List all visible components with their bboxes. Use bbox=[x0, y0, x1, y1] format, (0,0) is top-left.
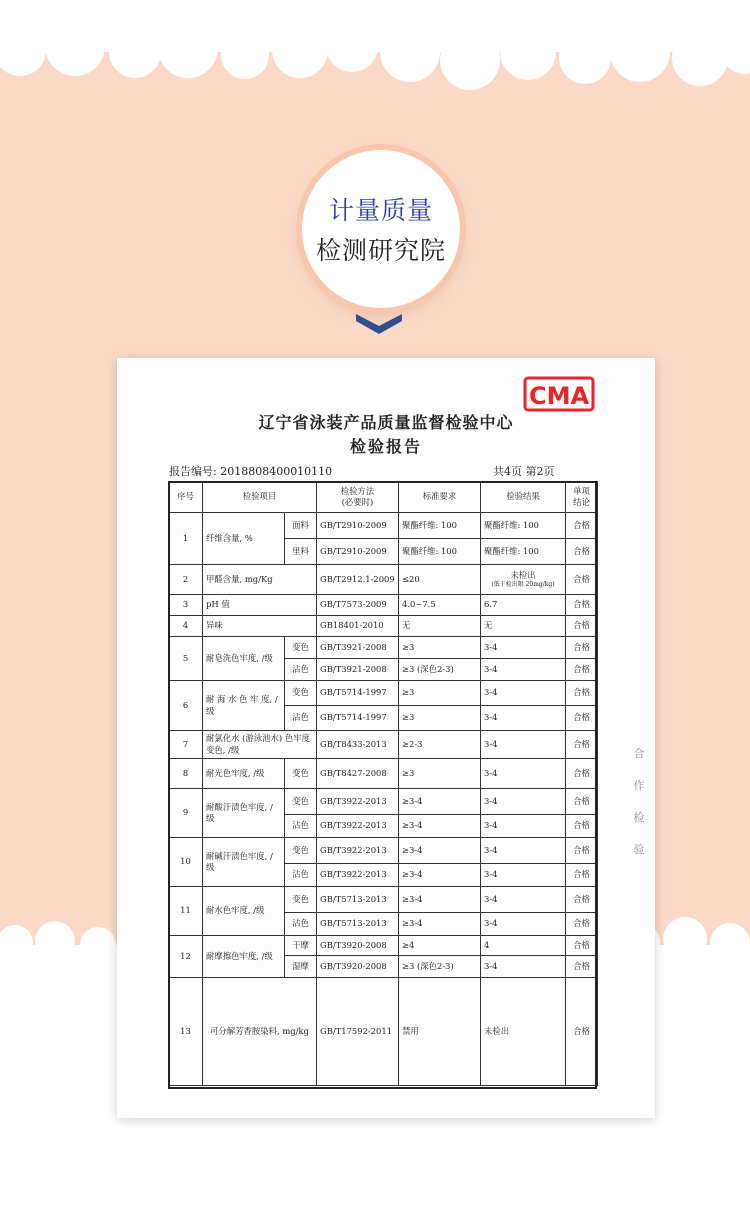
table-row bbox=[169, 616, 598, 637]
row-conclusion: 合格 bbox=[566, 637, 598, 659]
row-subitem: 变色 bbox=[285, 789, 317, 815]
row-standard: ≥3 bbox=[399, 637, 481, 659]
row-standard: ≥4 bbox=[399, 936, 481, 956]
row-method: GB/T3921-2008 bbox=[317, 659, 399, 681]
inspection-results-table bbox=[168, 481, 598, 1086]
table-row bbox=[169, 731, 598, 759]
table-header-row bbox=[169, 482, 598, 513]
row-result: 3-4 bbox=[481, 731, 566, 759]
row-method: GB/T3922-2013 bbox=[317, 838, 399, 864]
row-method: GB/T5714-1997 bbox=[317, 681, 399, 706]
row-result: 3-4 bbox=[481, 956, 566, 978]
cma-logo-text: CMA bbox=[528, 382, 590, 410]
row-method: GB/T2910-2009 bbox=[317, 513, 399, 539]
table-row bbox=[169, 513, 598, 539]
row-result: 3-4 bbox=[481, 864, 566, 887]
document-subtitle: 检验报告 bbox=[349, 437, 422, 456]
row-result: 3-4 bbox=[481, 838, 566, 864]
table-row bbox=[169, 637, 598, 659]
row-conclusion: 合格 bbox=[566, 616, 598, 637]
row-method: GB/T5714-1997 bbox=[317, 706, 399, 731]
top-cloud-border bbox=[0, 0, 750, 100]
inspection-report-document bbox=[117, 358, 655, 1118]
row-conclusion: 合格 bbox=[566, 956, 598, 978]
row-conclusion: 合格 bbox=[566, 978, 598, 1086]
row-conclusion: 合格 bbox=[566, 706, 598, 731]
row-standard: ≥3-4 bbox=[399, 838, 481, 864]
row-standard: ≥3-4 bbox=[399, 815, 481, 838]
row-item: 耐 海 水 色 牢 度, /级 bbox=[203, 681, 285, 731]
row-conclusion: 合格 bbox=[566, 815, 598, 838]
row-result: 3-4 bbox=[481, 913, 566, 936]
row-standard: ≥3 bbox=[399, 759, 481, 789]
row-conclusion: 合格 bbox=[566, 513, 598, 539]
header-method-note: (必要时) bbox=[341, 497, 374, 507]
row-item: 耐氯化水 (游泳池水) 色牢度变色, /级 bbox=[203, 731, 317, 759]
page-info: 共4页 第2页 bbox=[493, 465, 555, 478]
row-result bbox=[481, 565, 566, 595]
row-method: GB/T7573-2009 bbox=[317, 595, 399, 616]
cma-logo bbox=[523, 374, 595, 414]
row-no: 1 bbox=[169, 513, 203, 565]
row-no: 2 bbox=[169, 565, 203, 595]
row-item: 耐皂洗色牢度, /级 bbox=[203, 637, 285, 681]
row-conclusion: 合格 bbox=[566, 887, 598, 913]
row-conclusion: 合格 bbox=[566, 913, 598, 936]
table-row bbox=[169, 565, 598, 595]
row-standard: 无 bbox=[399, 616, 481, 637]
row-method: GB/T3920-2008 bbox=[317, 936, 399, 956]
row-result: 3-4 bbox=[481, 759, 566, 789]
row-subitem: 变色 bbox=[285, 759, 317, 789]
row-result: 无 bbox=[481, 616, 566, 637]
row-result: 3-4 bbox=[481, 815, 566, 838]
row-method: GB18401-2010 bbox=[317, 616, 399, 637]
row-result: 6.7 bbox=[481, 595, 566, 616]
row-result: 3-4 bbox=[481, 659, 566, 681]
table-row bbox=[169, 759, 598, 789]
row-subitem: 变色 bbox=[285, 681, 317, 706]
row-method: GB/T2910-2009 bbox=[317, 539, 399, 565]
row-conclusion: 合格 bbox=[566, 565, 598, 595]
row-subitem: 里料 bbox=[285, 539, 317, 565]
row-subitem: 变色 bbox=[285, 637, 317, 659]
row-no: 13 bbox=[169, 978, 203, 1086]
row-method: GB/T5713-2013 bbox=[317, 913, 399, 936]
row-result: 3-4 bbox=[481, 681, 566, 706]
row-conclusion: 合格 bbox=[566, 759, 598, 789]
institute-badge bbox=[302, 150, 460, 308]
row-no: 3 bbox=[169, 595, 203, 616]
row-item: 耐酸汗渍色牢度, /级 bbox=[203, 789, 285, 838]
row-item: 纤维含量, % bbox=[203, 513, 285, 565]
header-no: 序号 bbox=[169, 482, 203, 513]
row-standard: ≥3-4 bbox=[399, 789, 481, 815]
badge-title-line2: 检测研究院 bbox=[315, 236, 446, 265]
table-row bbox=[169, 978, 598, 1086]
row-subitem: 变色 bbox=[285, 887, 317, 913]
row-standard: ≥3 (深色2-3) bbox=[399, 659, 481, 681]
row-conclusion: 合格 bbox=[566, 659, 598, 681]
row-subitem: 沾色 bbox=[285, 913, 317, 936]
row-result: 3-4 bbox=[481, 706, 566, 731]
row-result: 4 bbox=[481, 936, 566, 956]
row-standard: 聚酯纤维: 100 bbox=[399, 513, 481, 539]
row-standard: 禁用 bbox=[399, 978, 481, 1086]
row-method: GB/T3922-2013 bbox=[317, 815, 399, 838]
row-subitem: 湿摩 bbox=[285, 956, 317, 978]
row-method: GB/T5713-2013 bbox=[317, 887, 399, 913]
row-standard: ≥3 bbox=[399, 681, 481, 706]
row-no: 8 bbox=[169, 759, 203, 789]
row-method: GB/T17592-2011 bbox=[317, 978, 399, 1086]
header-standard: 标准要求 bbox=[399, 482, 481, 513]
row-standard: ≥2-3 bbox=[399, 731, 481, 759]
row-method: GB/T8427-2008 bbox=[317, 759, 399, 789]
row-item: 耐摩擦色牢度, /级 bbox=[203, 936, 285, 978]
chevron-down-icon bbox=[356, 312, 402, 334]
row-subitem: 变色 bbox=[285, 838, 317, 864]
row-result: 3-4 bbox=[481, 637, 566, 659]
row-item: 耐碱汗渍色牢度, /级 bbox=[203, 838, 285, 887]
header-result: 检验结果 bbox=[481, 482, 566, 513]
row-no: 4 bbox=[169, 616, 203, 637]
row-no: 5 bbox=[169, 637, 203, 681]
row-subitem: 面料 bbox=[285, 513, 317, 539]
row-item: 耐光色牢度, /级 bbox=[203, 759, 285, 789]
row-method: GB/T3920-2008 bbox=[317, 956, 399, 978]
side-mark-char: 验 bbox=[633, 843, 645, 856]
badge-title-line1: 计量质量 bbox=[328, 196, 433, 225]
row-standard: ≥3-4 bbox=[399, 864, 481, 887]
side-seal-mark bbox=[628, 745, 650, 857]
row-conclusion: 合格 bbox=[566, 838, 598, 864]
row-no: 10 bbox=[169, 838, 203, 887]
row-result: 3-4 bbox=[481, 887, 566, 913]
header-item: 检验项目 bbox=[203, 482, 317, 513]
row-result: 聚酯纤维: 100 bbox=[481, 539, 566, 565]
row-standard: ≥3 (深色2-3) bbox=[399, 956, 481, 978]
side-mark-char: 合 bbox=[633, 747, 645, 760]
header-method-label: 检验方法 bbox=[340, 485, 375, 496]
row-standard: ≥3 bbox=[399, 706, 481, 731]
row-result-value: 未检出 bbox=[510, 569, 536, 580]
row-no: 7 bbox=[169, 731, 203, 759]
row-method: GB/T2912.1-2009 bbox=[317, 565, 399, 595]
row-conclusion: 合格 bbox=[566, 936, 598, 956]
row-subitem: 沾色 bbox=[285, 815, 317, 838]
document-title: 辽宁省泳装产品质量监督检验中心 bbox=[258, 413, 514, 432]
row-no: 12 bbox=[169, 936, 203, 978]
row-standard: ≥3-4 bbox=[399, 913, 481, 936]
row-result: 未检出 bbox=[481, 978, 566, 1086]
row-item: pH 值 bbox=[203, 595, 317, 616]
row-conclusion: 合格 bbox=[566, 539, 598, 565]
row-standard: 聚酯纤维: 100 bbox=[399, 539, 481, 565]
row-conclusion: 合格 bbox=[566, 864, 598, 887]
row-no: 9 bbox=[169, 789, 203, 838]
row-item: 异味 bbox=[203, 616, 317, 637]
row-no: 11 bbox=[169, 887, 203, 936]
table-row bbox=[169, 838, 598, 864]
table-row bbox=[169, 681, 598, 706]
table-row bbox=[169, 936, 598, 956]
row-subitem: 沾色 bbox=[285, 706, 317, 731]
row-conclusion: 合格 bbox=[566, 731, 598, 759]
row-subitem: 干摩 bbox=[285, 936, 317, 956]
row-conclusion: 合格 bbox=[566, 595, 598, 616]
row-item: 甲醛含量, mg/Kg bbox=[203, 565, 317, 595]
header-conclusion: 单项结论 bbox=[566, 482, 598, 513]
row-method: GB/T3921-2008 bbox=[317, 637, 399, 659]
row-subitem: 沾色 bbox=[285, 659, 317, 681]
table-row bbox=[169, 595, 598, 616]
side-mark-char: 作 bbox=[633, 779, 645, 792]
row-standard: ≥3-4 bbox=[399, 887, 481, 913]
table-row bbox=[169, 887, 598, 913]
row-standard: 4.0~7.5 bbox=[399, 595, 481, 616]
row-conclusion: 合格 bbox=[566, 789, 598, 815]
row-method: GB/T3922-2013 bbox=[317, 789, 399, 815]
row-result-note: (低于检出限 20mg/kg) bbox=[491, 581, 555, 589]
side-mark-char: 检 bbox=[633, 811, 645, 824]
row-standard: ≤20 bbox=[399, 565, 481, 595]
row-subitem: 沾色 bbox=[285, 864, 317, 887]
table-row bbox=[169, 789, 598, 815]
row-method: GB/T3922-2013 bbox=[317, 864, 399, 887]
row-conclusion: 合格 bbox=[566, 681, 598, 706]
row-method: GB/T8433-2013 bbox=[317, 731, 399, 759]
row-item: 耐水色牢度, /级 bbox=[203, 887, 285, 936]
header-method bbox=[317, 482, 399, 513]
row-result: 3-4 bbox=[481, 789, 566, 815]
row-item: 可分解芳香胺染料, mg/kg bbox=[203, 978, 317, 1086]
report-number: 报告编号: 2018808400010110 bbox=[169, 465, 333, 478]
row-no: 6 bbox=[169, 681, 203, 731]
row-result: 聚酯纤维: 100 bbox=[481, 513, 566, 539]
